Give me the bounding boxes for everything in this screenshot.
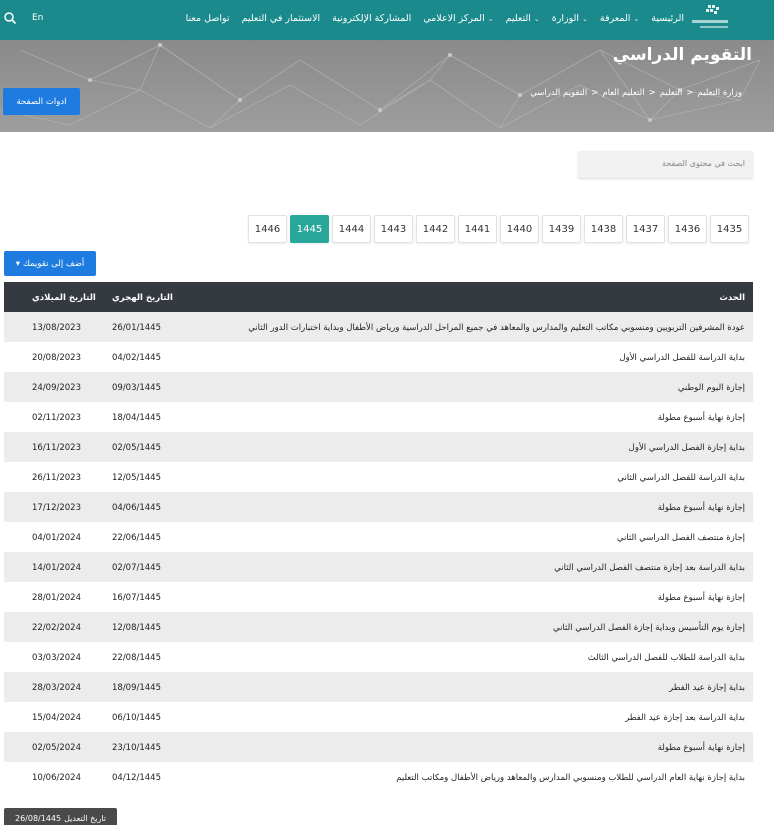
nav-item[interactable] — [186, 13, 230, 24]
year-button-1441[interactable]: 1441 — [458, 215, 497, 243]
breadcrumb-link[interactable]: التقويم الدراسي — [530, 88, 588, 98]
nav-item[interactable] — [600, 13, 639, 24]
table-row — [4, 702, 753, 732]
table-row — [4, 582, 753, 612]
gregorian-date-cell: 26/11/2023 — [32, 473, 81, 483]
gregorian-date-cell: 16/11/2023 — [32, 443, 81, 453]
event-cell: بداية إجازة الفصل الدراسي الأول — [628, 443, 745, 453]
nav-item[interactable] — [332, 13, 411, 24]
breadcrumb-link[interactable]: التعليم — [659, 88, 683, 98]
add-to-calendar-button[interactable] — [4, 251, 96, 276]
chevron-down-icon: ⌄ — [582, 14, 588, 23]
event-cell: إجازة يوم التأسيس وبداية إجازة الفصل الدراسي الثاني — [552, 623, 745, 633]
hijri-date-cell: 22/06/1445 — [112, 533, 161, 543]
language-toggle[interactable]: En — [32, 13, 44, 23]
page-tools-button[interactable] — [3, 88, 80, 115]
nav-item-label: المعرفة — [599, 13, 631, 24]
table-row — [4, 372, 753, 402]
hijri-date-cell: 06/10/1445 — [112, 713, 161, 723]
table-row — [4, 522, 753, 552]
year-selector — [248, 215, 749, 243]
page-banner — [0, 40, 774, 132]
table-row — [4, 732, 753, 762]
breadcrumb-separator: > — [686, 88, 694, 98]
gregorian-date-cell: 22/02/2024 — [32, 623, 81, 633]
table-row — [4, 432, 753, 462]
hijri-date-cell: 02/05/1445 — [112, 443, 161, 453]
modified-date-badge — [4, 808, 117, 825]
year-button-1440[interactable]: 1440 — [500, 215, 539, 243]
breadcrumb-separator: > — [648, 88, 656, 98]
header-hijri-date: التاريخ الهجري — [112, 293, 173, 303]
event-cell: بداية إجازة عيد الفطر — [669, 683, 745, 693]
search-icon[interactable] — [3, 11, 17, 25]
year-button-1444[interactable]: 1444 — [332, 215, 371, 243]
gregorian-date-cell: 17/12/2023 — [32, 503, 81, 513]
gregorian-date-cell: 10/06/2024 — [32, 773, 81, 783]
table-row — [4, 462, 753, 492]
chevron-down-icon: ⌄ — [533, 14, 540, 23]
page-title: التقويم الدراسي — [612, 45, 752, 65]
gregorian-date-cell: 14/01/2024 — [32, 563, 81, 573]
event-cell: إجازة نهاية أسبوع مطولة — [657, 503, 745, 513]
gregorian-date-cell: 03/03/2024 — [32, 653, 81, 663]
hijri-date-cell: 26/01/1445 — [112, 323, 161, 333]
year-button-1435[interactable]: 1435 — [710, 215, 749, 243]
year-button-1438[interactable]: 1438 — [584, 215, 623, 243]
hijri-date-cell: 02/07/1445 — [112, 563, 161, 573]
nav-item-label: المركز الاعلامي — [423, 13, 485, 24]
nav-item-label: الاستثمار في التعليم — [241, 13, 321, 24]
event-cell: بداية الدراسة بعد إجازة عيد الفطر — [625, 713, 745, 723]
page-tools-label: ادوات الصفحة — [16, 96, 67, 107]
event-cell: بداية الدراسة بعد إجازة منتصف الفصل الدراسي الثاني — [554, 563, 745, 573]
hijri-date-cell: 18/09/1445 — [112, 683, 161, 693]
chevron-down-icon: ⌄ — [487, 14, 494, 23]
table-header — [4, 282, 753, 312]
table-row — [4, 642, 753, 672]
table-body — [4, 312, 753, 792]
event-cell: بداية إجازة نهاية العام الدراسي للطلاب ومنسوبي المدارس والمعاهد ورياض الأطفال ومكاتب التعليم — [396, 773, 745, 783]
hijri-date-cell: 16/07/1445 — [112, 593, 161, 603]
year-button-1446[interactable]: 1446 — [248, 215, 287, 243]
hijri-date-cell: 18/04/1445 — [112, 413, 161, 423]
gregorian-date-cell: 04/01/2024 — [32, 533, 81, 543]
nav-item-label: التعليم — [505, 13, 531, 24]
gregorian-date-cell: 02/05/2024 — [32, 743, 81, 753]
table-row — [4, 612, 753, 642]
nav-item-label: الرئيسية — [651, 13, 684, 24]
modified-date-label: تاريخ التعديل — [64, 813, 106, 823]
event-cell: إجازة منتصف الفصل الدراسي الثاني — [616, 533, 745, 543]
hijri-date-cell: 04/06/1445 — [112, 503, 161, 513]
nav-item-label: الوزارة — [551, 13, 580, 24]
nav-item[interactable] — [651, 13, 684, 24]
year-button-1436[interactable]: 1436 — [668, 215, 707, 243]
nav-item[interactable] — [552, 13, 588, 24]
breadcrumb-separator: > — [591, 88, 599, 98]
breadcrumb — [530, 88, 742, 98]
nav-item-label: المشاركة الإلكترونية — [332, 13, 412, 24]
hijri-date-cell: 09/03/1445 — [112, 383, 161, 393]
hijri-date-cell: 04/12/1445 — [112, 773, 161, 783]
ministry-logo[interactable] — [690, 3, 730, 33]
table-row — [4, 762, 753, 792]
main-menu — [174, 13, 684, 24]
gregorian-date-cell: 20/08/2023 — [32, 353, 81, 363]
top-navigation — [0, 0, 774, 40]
header-event: الحدث — [719, 293, 745, 303]
calendar-table — [4, 282, 753, 792]
year-button-1442[interactable]: 1442 — [416, 215, 455, 243]
gregorian-date-cell: 24/09/2023 — [32, 383, 81, 393]
breadcrumb-link[interactable]: التعليم العام — [602, 88, 645, 98]
hijri-date-cell: 04/02/1445 — [112, 353, 161, 363]
add-to-calendar-label: أضف إلى تقويمك — [22, 258, 85, 269]
gregorian-date-cell: 28/01/2024 — [32, 593, 81, 603]
year-button-1443[interactable]: 1443 — [374, 215, 413, 243]
year-button-1437[interactable]: 1437 — [626, 215, 665, 243]
table-row — [4, 672, 753, 702]
table-row — [4, 402, 753, 432]
hijri-date-cell: 23/10/1445 — [112, 743, 161, 753]
nav-item[interactable] — [242, 13, 321, 24]
hijri-date-cell: 22/08/1445 — [112, 653, 161, 663]
hijri-date-cell: 12/05/1445 — [112, 473, 161, 483]
gregorian-date-cell: 15/04/2024 — [32, 713, 81, 723]
gregorian-date-cell: 13/08/2023 — [32, 323, 81, 333]
header-gregorian-date: التاريخ الميلادي — [32, 293, 96, 303]
table-row — [4, 312, 753, 342]
event-cell: بداية الدراسة للطلاب للفصل الدراسي الثالث — [587, 653, 745, 663]
page-search-placeholder: ابحث في محتوى الصفحة — [662, 159, 745, 168]
event-cell: إجازة نهاية أسبوع مطولة — [657, 593, 745, 603]
event-cell: إجازة اليوم الوطني — [677, 383, 745, 393]
breadcrumb-link[interactable]: وزارة التعليم — [697, 88, 742, 98]
caret-down-icon: ▾ — [15, 258, 20, 269]
gregorian-date-cell: 02/11/2023 — [32, 413, 81, 423]
page-search-input[interactable] — [578, 151, 753, 178]
hijri-date-cell: 12/08/1445 — [112, 623, 161, 633]
year-button-1439[interactable]: 1439 — [542, 215, 581, 243]
chevron-down-icon: ⌄ — [633, 14, 640, 23]
event-cell: إجازة نهاية أسبوع مطولة — [657, 743, 745, 753]
nav-item[interactable] — [506, 13, 540, 24]
modified-date-value: 26/08/1445 — [15, 813, 62, 823]
nav-item-label: تواصل معنا — [185, 13, 230, 24]
event-cell: بداية الدراسة للفصل الدراسي الأول — [619, 353, 745, 363]
nav-item[interactable] — [423, 13, 493, 24]
table-row — [4, 492, 753, 522]
event-cell: عودة المشرفين التربويين ومنسوبي مكاتب التعليم والمدارس والمعاهد في جميع المراحل الدراسية ورياض الأطفال وبداية اختبارات الدور الثاني — [248, 323, 745, 333]
event-cell: إجازة نهاية أسبوع مطولة — [657, 413, 745, 423]
table-row — [4, 552, 753, 582]
year-button-1445[interactable]: 1445 — [290, 215, 329, 243]
table-row — [4, 342, 753, 372]
gregorian-date-cell: 28/03/2024 — [32, 683, 81, 693]
event-cell: بداية الدراسة للفصل الدراسي الثاني — [617, 473, 745, 483]
